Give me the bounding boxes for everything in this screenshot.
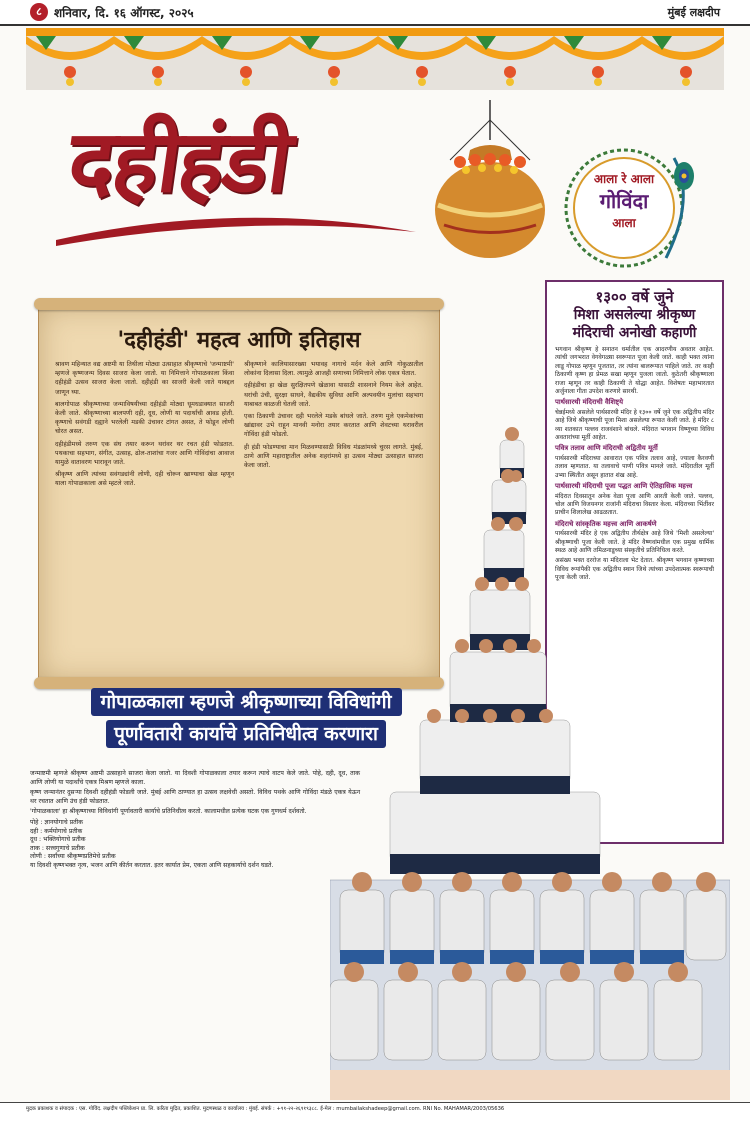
- gopalkala-heading: गोपाळकाला म्हणजे श्रीकृष्णाच्या विविधांगी पूर्णावतारी कार्याचे प्रतिनिधीत्व करणारा: [36, 688, 456, 768]
- main-title: दहीहंडी: [62, 111, 297, 212]
- history-title: 'दहीहंडी' महत्व आणि इतिहास: [117, 327, 361, 353]
- history-para: एका ठिकाणी उंचावर दही भरलेले मडके बांधले जाते. तरुण मुले एकमेकांच्या खांद्यावर उभे राहून मानवी मनोरा तयार करतात आणि शेवटच्या थरावरील गोविंदा हंडी फोडतो.: [244, 413, 423, 439]
- history-para: ही हंडी फोडण्याचा मान मिळवण्यासाठी विविध मंडळांमध्ये चुरस लागते. मुंबई, ठाणे आणि महाराष्ट्रातील अनेक शहरांमध्ये हा उत्सव मोठ्या उत्साहात साजरा केला जातो.: [244, 443, 423, 470]
- marigold-garland: [26, 28, 724, 90]
- list-item: पोहे : ज्ञानयोगाचे प्रतीक: [30, 818, 83, 826]
- history-col-1: [55, 360, 234, 492]
- list-item: दूध : भक्तियोगाचे प्रतीक: [30, 836, 86, 844]
- history-para: श्रावण महिन्यात वद्य अष्टमी या तिथीला मोठ्या उत्साहात श्रीकृष्णाचे 'जन्माष्टमी' म्हणजे कृष्णजन्म दिवस साजरा केला जातो. या निमित्ताने गोपाळकाला किंवा दहीहंडी उत्सव साजरा केला जातो. दहीहंडी का साजरी केली जाते याबद्दल जाणून घ्या.: [55, 361, 234, 396]
- page-number: ८: [30, 3, 48, 21]
- history-para: दहीहंडीचा हा खेळ सुरक्षितपणे खेळावा यासाठी शासनाने नियम केले आहेत. थरांची उंची, सुरक्षा साधने, वैद्यकीय सुविधा आणि अल्पवयीन मुलांचा सहभाग याबाबत काळजी घेतली जाते.: [244, 382, 423, 408]
- gopalkala-body: जन्माष्टमी म्हणजे श्रीकृष्ण अष्टमी उत्साहाने साजरा केला जातो. या दिवशी गोपाळकाला तयार करून त्याचे वाटप केले जाते. पोहे, दही, दूध, ताक आणि लोणी या पदार्थांचे एकत्र मिश्रण म्हणजे काला. कृष्ण जन्मानंतर दुसऱ्या दिवशी दहीहंडी फोडली जाते. मुंबई आणि ठाण्यात हा उत्सव लक्षवेधी असतो. विविध पथके आणि गोविंदा मंडळे एकत्र येऊन थर रचतात आणि उंच हंडी फोडतात. 'गोपाळकाला' हा श्रीकृष्णाच्या विविधांगी पूर्णावतारी कार्याचे प्रतिनिधीत्व करतो. कालामधील प्रत्येक घटक एक गुणधर्म दर्शवतो. पोहे : ज्ञानयोगाचे प्रतीक दही : कर्मयोगाचे प्रतीक दूध : भक्तियोगाचे प्रतीक ताक : सत्त्वगुणाचे प्रतीक लोणी : सर्वांच्या श्रीकृष्णप्रतिमेचे प्रतीक या दिवशी कृष्णभक्त नृत्य, भजन आणि कीर्तन करतात. इतर कार्यात प्रेम, एकता आणि सहकार्याचे दर्शन घडते.: [30, 770, 360, 869]
- history-para: श्रीकृष्णाने कालियासारख्या भयावह नागाचे मर्दन केले आणि गोकुळातील लोकांना दिलासा दिला. त्यामुळे आजही सणाच्या निमित्ताने लोक एकत्र येतात.: [244, 361, 423, 378]
- issue-date: शनिवार, दि. १६ ऑगस्ट, २०२५: [54, 5, 194, 20]
- gopalkala-list: [30, 819, 360, 862]
- logo-line3: आला: [612, 216, 636, 230]
- matki-pot-icon: [430, 100, 550, 280]
- temple-article-title: १३०० वर्षे जुने मिशा असलेल्या श्रीकृष्ण मंदिराची अनोखी कहाणी: [572, 288, 697, 341]
- logo-line2: गोविंदा: [599, 189, 649, 213]
- list-item: लोणी : सर्वांच्या श्रीकृष्णप्रतिमेचे प्रतीक: [30, 853, 116, 861]
- page-header: [0, 0, 750, 26]
- history-para: बालगोपाळ श्रीकृष्णाच्या जन्माविषयीच्या दहीहंडी मोठ्या धूमधडाक्यात साजरी केली जाते. श्रीकृष्णाच्या बालपणी दही, दूध, लोणी या पदार्थांची आवड होती. कृष्णाचे सवंगडी दह्याने भरलेली मडकी उंचावर टांगत असत, ते फोडून लोणी चोरत असत.: [55, 400, 234, 436]
- temple-article-body: भगवान श्रीकृष्ण हे सनातन धर्मातील एक आदरणीय अवतार आहेत. त्यांची जगभरात वेगवेगळ्या स्वरूपात पूजा केली जाते. काही भक्त त्यांना लाडू गोपाळ म्हणून पूजतात, तर त्यांना बालरूपात पाहिले जाते. तर काही ठिकाणी कृष्ण हा प्रेमळ सखा म्हणून पुजला जातो. कुठेतरी श्रीकृष्णाला राजा म्हणून तर काही ठिकाणी ते योद्धा आहेत. विशेषतः महाभारतात अर्जुनाला गीता उपदेश करणारे सारथी. पार्थसारथी मंदिराची वैशिष्ट्ये चेन्नईमध्ये असलेले पार्थसारथी मंदिर हे १३०० वर्षे जुने एक अद्वितीय मंदिर आहे जिथे श्रीकृष्णाची पूजा मिशा असलेल्या रूपात केली जाते. हे मंदिर ८ व्या शतकात पल्लव राजवंशाने बांधले. मंदिरात भगवान विष्णूच्या विविध अवतारांच्या मूर्ती आहेत. पवित्र तलाव आणि मंदिराची अद्वितीय मूर्ती पार्थसारथी मंदिराच्या आवारात एक पवित्र तलाव आहे, ज्याला कैरवणी तलाव म्हणतात. या तलावाचे पाणी पवित्र मानले जाते. मंदिरातील मूर्ती उभ्या स्थितीत असून हातात शंख आहे. पार्थसारथी मंदिराची पूजा पद्धत आणि ऐतिहासिक महत्त्व मंदिरात दिवसातून अनेक वेळा पूजा आणि आरती केली जाते. पल्लव, चोल आणि विजयनगर राजांनी मंदिराचा विस्तार केला. मंदिराच्या भिंतींवर प्राचीन शिलालेख आढळतात. मंदिराचे सांस्कृतिक महत्त्व आणि आकर्षणे पार्थसारथी मंदिर हे एक अद्वितीय तीर्थक्षेत्र आहे जिथे 'मिशी असलेल्या' श्रीकृष्णाची पूजा केली जाते. हे मंदिर वैष्णवांमधील एक प्रमुख धार्मिक स्थळ आहे आणि तमिळनाडूच्या संस्कृतीचे प्रतिनिधित्व करते. असंख्य भक्त दररोज या मंदिराला भेट देतात. श्रीकृष्ण भगवान कृष्णाच्या विविध रूपांपैकी एक अद्वितीय स्थान जिथे त्यांच्या उपदेशात्मक स्वरूपाची पूजा केली जाते.: [555, 346, 714, 582]
- main-title-block: [40, 100, 420, 250]
- list-item: दही : कर्मयोगाचे प्रतीक: [30, 827, 83, 835]
- imprint-footer: मुद्रक प्रकाशक व संपादक : एस. गोविंद. लक्षदीप पब्लिकेशन प्रा. लि. करिता मुद्रित, प्रकाशित. मुद्रणस्थळ व कार्यालय : मुंबई. संपर्क : +९१-२२-२६९१९३८८. ई-मेल : mumbailakshadeep@gmail.com. RNI No. MAHAMAR/2003/05636: [0, 1102, 750, 1148]
- history-para: श्रीकृष्ण आणि त्यांच्या सवंगड्यांनी लोणी, दही चोरून खाण्याचा खेळ म्हणून याला गोपाळकाला असे म्हटले जाते.: [55, 471, 234, 488]
- logo-line1: आला रे आला: [593, 172, 655, 186]
- govinda-logo: [556, 138, 706, 278]
- list-item: ताक : सत्त्वगुणाचे प्रतीक: [30, 844, 85, 852]
- title-swoosh-icon: [56, 210, 416, 250]
- publication-name: मुंबई लक्षदीप: [667, 5, 720, 19]
- history-para: दहीहंडीमध्ये तरुण एक संघ तयार करून थरांवर थर रचत हंडी फोडतात. पथकाचा सहभाग, संगीत, उत्साह, ढोल-ताशांचा गजर आणि गोविंदांचा आवाज यामुळे वातावरण भारावून जाते.: [55, 440, 234, 467]
